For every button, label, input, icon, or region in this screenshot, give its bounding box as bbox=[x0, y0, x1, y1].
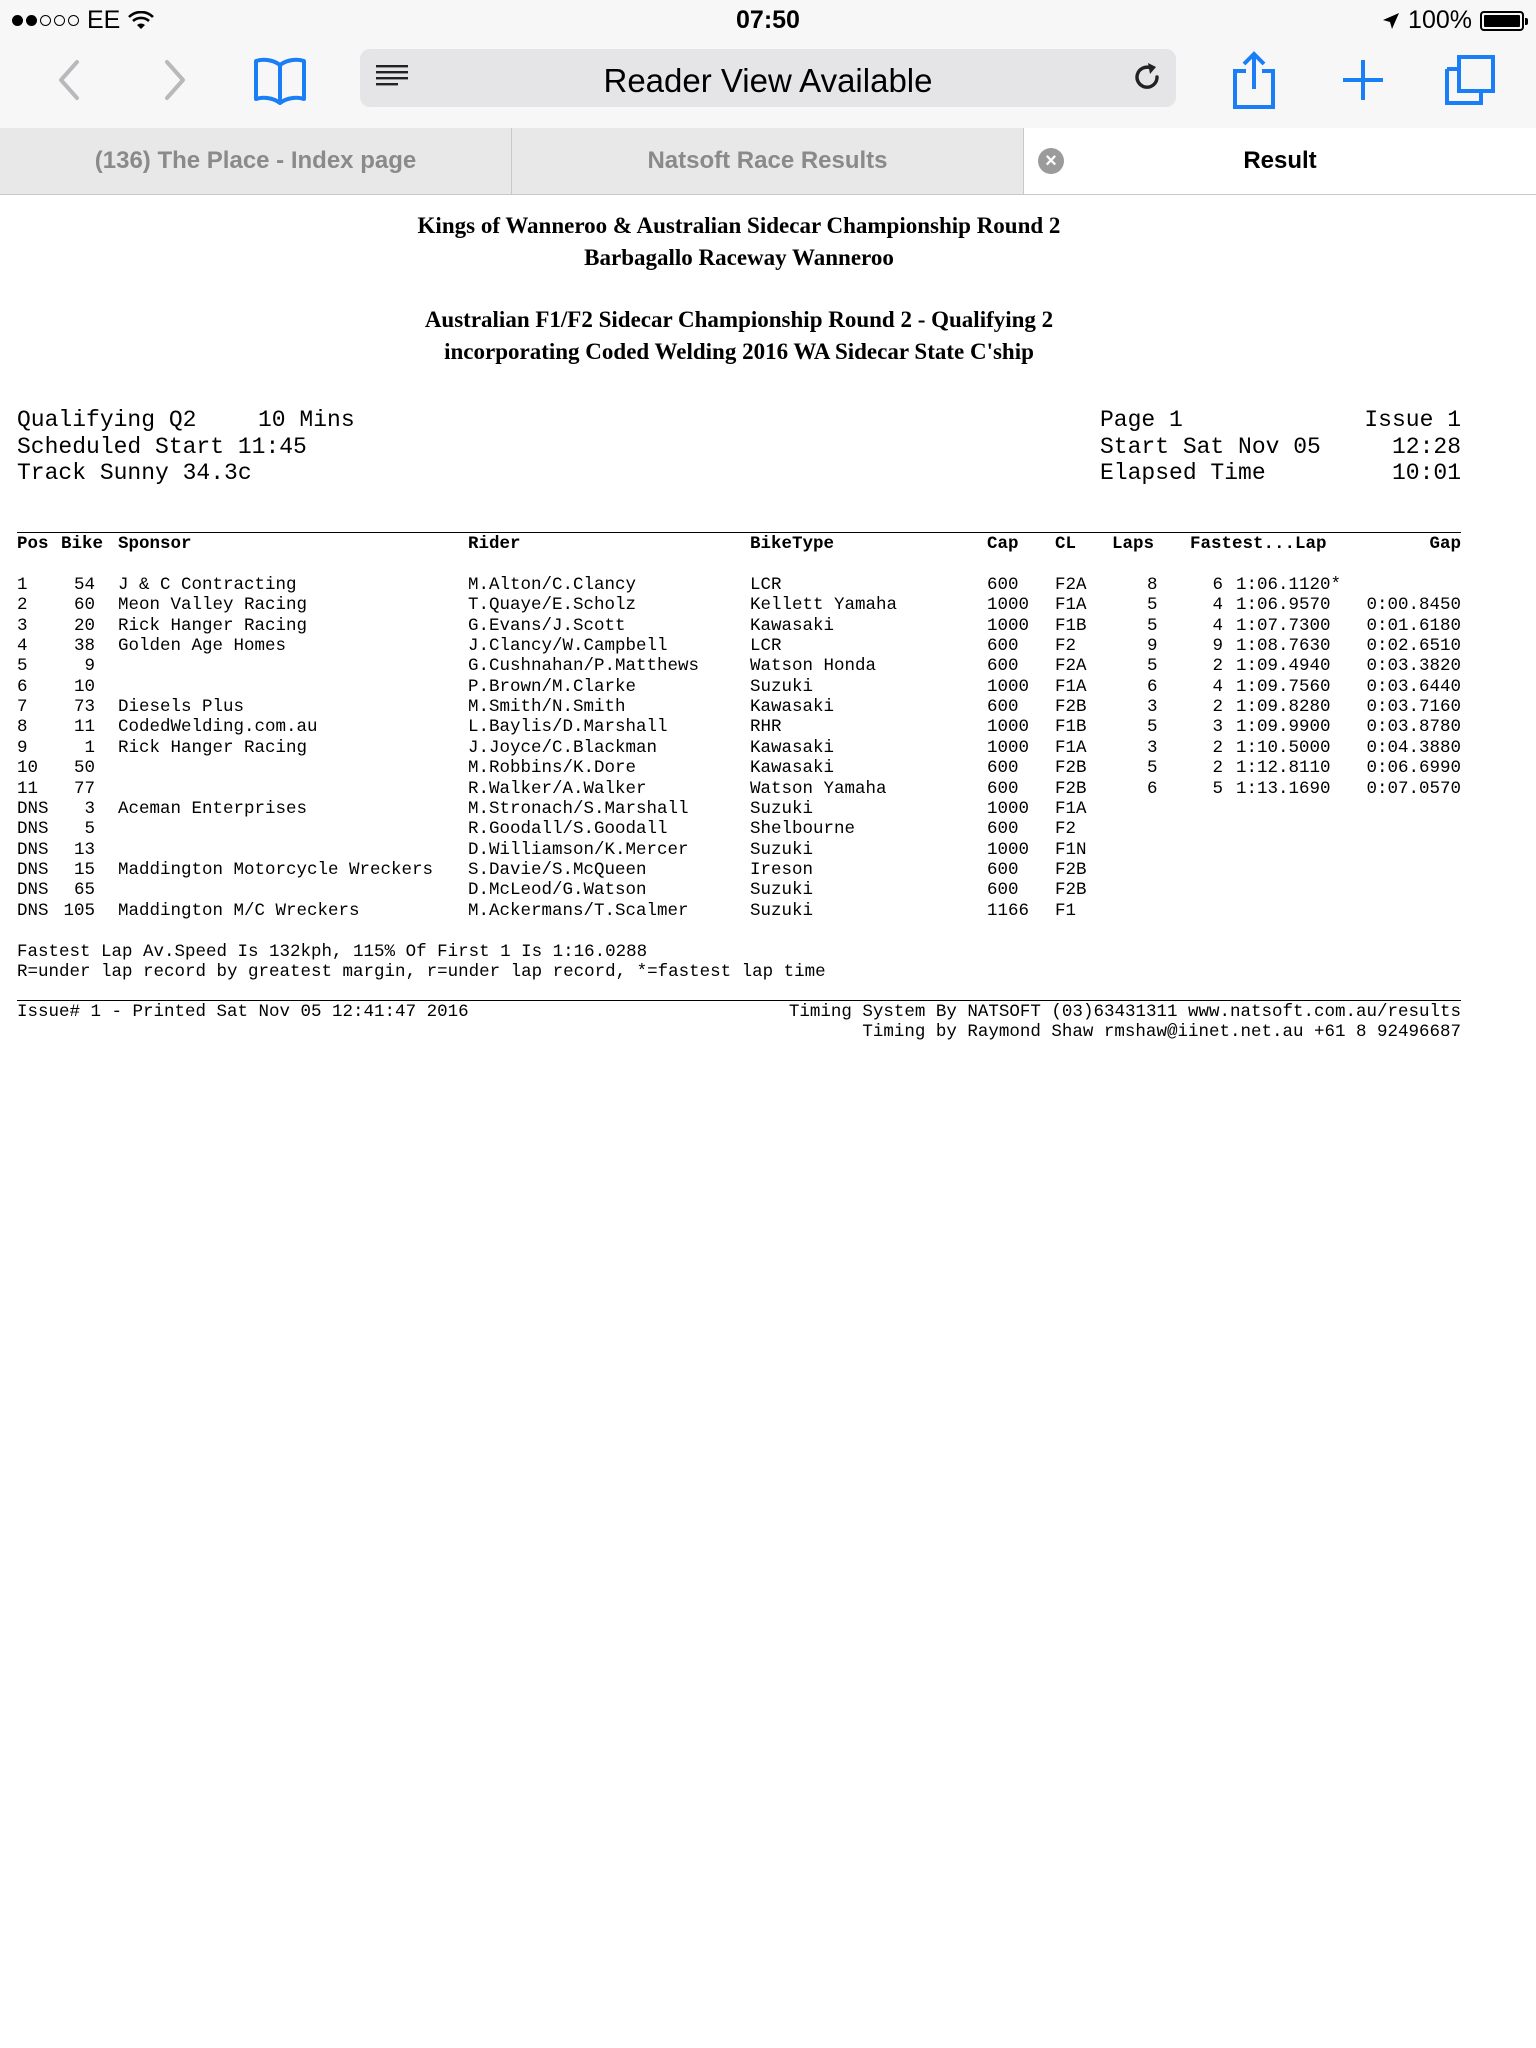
back-button[interactable] bbox=[38, 48, 102, 112]
bookmarks-button[interactable] bbox=[248, 48, 312, 112]
pos-cell: DNS bbox=[17, 798, 49, 819]
gap-cell: 0:03.3820 bbox=[1366, 656, 1461, 677]
biketype-cell: LCR bbox=[750, 636, 782, 657]
scheduled-start: Scheduled Start 11:45 bbox=[17, 434, 307, 460]
fastest-lap-time-cell: 1:09.7560 bbox=[1236, 676, 1331, 697]
rider-cell: M.Stronach/S.Marshall bbox=[468, 798, 689, 819]
clock: 07:50 bbox=[736, 6, 800, 34]
carrier-label: EE bbox=[87, 6, 121, 34]
biketype-cell: Kawasaki bbox=[750, 758, 835, 779]
class-cell: F2B bbox=[1055, 859, 1087, 880]
bike-cell: 105 bbox=[63, 900, 95, 921]
pos-cell: 4 bbox=[17, 636, 28, 657]
biketype-cell: Suzuki bbox=[750, 900, 814, 921]
rider-cell: D.Williamson/K.Mercer bbox=[468, 839, 689, 860]
cap-cell: 600 bbox=[987, 880, 1019, 901]
session-duration: 10 Mins bbox=[258, 407, 355, 433]
reload-icon[interactable] bbox=[1130, 60, 1164, 94]
fastest-lap-number-cell: 4 bbox=[1212, 595, 1223, 616]
bike-cell: 15 bbox=[73, 859, 95, 880]
fastest-lap-time-cell: 1:10.5000 bbox=[1236, 737, 1331, 758]
rider-cell: M.Smith/N.Smith bbox=[468, 697, 626, 718]
legend-note: R=under lap record by greatest margin, r=under lap record, *=fastest lap time bbox=[17, 962, 826, 982]
biketype-cell: Kellett Yamaha bbox=[750, 595, 898, 616]
class-cell: F2A bbox=[1055, 656, 1087, 677]
sponsor-cell: Maddington Motorcycle Wreckers bbox=[118, 859, 434, 880]
close-tab-icon[interactable]: × bbox=[1038, 148, 1064, 174]
biketype-cell: Kawasaki bbox=[750, 615, 835, 636]
gap-cell: 0:03.6440 bbox=[1366, 676, 1461, 697]
gap-cell: 0:04.3880 bbox=[1366, 737, 1461, 758]
fastest-lap-number-cell: 5 bbox=[1212, 778, 1223, 799]
sponsor-cell: Aceman Enterprises bbox=[118, 798, 308, 819]
tab-label: (136) The Place - Index page bbox=[94, 147, 417, 174]
cap-cell: 600 bbox=[987, 758, 1019, 779]
rider-cell: D.McLeod/G.Watson bbox=[468, 880, 647, 901]
pos-cell: 5 bbox=[17, 656, 28, 677]
new-tab-icon bbox=[1339, 56, 1387, 104]
cap-cell: 600 bbox=[987, 778, 1019, 799]
sponsor-cell: Maddington M/C Wreckers bbox=[118, 900, 360, 921]
sponsor-cell: Diesels Plus bbox=[118, 697, 245, 718]
fastest-lap-time-cell: 1:06.1120* bbox=[1236, 575, 1342, 595]
pos-cell: 3 bbox=[17, 615, 28, 636]
report-subtitle-2: incorporating Coded Welding 2016 WA Sidecar State C'ship bbox=[444, 339, 1034, 364]
biketype-cell: RHR bbox=[750, 717, 782, 738]
laps-cell: 9 bbox=[1147, 636, 1158, 657]
battery-percent: 100% bbox=[1408, 6, 1472, 34]
pos-cell: 6 bbox=[17, 676, 28, 697]
sponsor-cell: Rick Hanger Racing bbox=[118, 737, 308, 758]
forward-button[interactable] bbox=[142, 48, 206, 112]
class-cell: F2B bbox=[1055, 758, 1087, 779]
class-cell: F2A bbox=[1055, 575, 1087, 595]
cap-cell: 600 bbox=[987, 819, 1019, 840]
rider-cell: G.Evans/J.Scott bbox=[468, 615, 626, 636]
rider-cell: R.Walker/A.Walker bbox=[468, 778, 647, 799]
fastest-lap-number-cell: 4 bbox=[1212, 615, 1223, 636]
biketype-cell: Suzuki bbox=[750, 676, 814, 697]
sponsor-cell: Golden Age Homes bbox=[118, 636, 287, 657]
laps-cell: 5 bbox=[1147, 615, 1158, 636]
pos-cell: DNS bbox=[17, 900, 49, 921]
tab-natsoft-race-results[interactable] bbox=[512, 128, 1024, 194]
cap-cell: 1000 bbox=[987, 839, 1030, 860]
class-cell: F2B bbox=[1055, 697, 1087, 718]
battery-icon bbox=[1480, 11, 1524, 31]
laps-cell: 8 bbox=[1147, 575, 1158, 595]
tabs-icon bbox=[1443, 53, 1497, 107]
browser-toolbar bbox=[0, 40, 1536, 128]
session-name: Qualifying Q2 bbox=[17, 407, 197, 433]
bike-cell: 77 bbox=[73, 778, 95, 799]
gap-cell: 0:02.6510 bbox=[1366, 636, 1461, 657]
report-venue: Barbagallo Raceway Wanneroo bbox=[584, 245, 894, 270]
fastest-lap-time-cell: 1:13.1690 bbox=[1236, 778, 1331, 799]
rider-cell: M.Ackermans/T.Scalmer bbox=[468, 900, 689, 921]
forward-icon bbox=[159, 58, 189, 102]
laps-cell: 5 bbox=[1147, 656, 1158, 677]
bike-cell: 65 bbox=[73, 880, 95, 901]
cap-cell: 1000 bbox=[987, 798, 1030, 819]
sponsor-cell: CodedWelding.com.au bbox=[118, 717, 318, 738]
laps-cell: 6 bbox=[1147, 676, 1158, 697]
fastest-lap-time-cell: 1:09.8280 bbox=[1236, 697, 1331, 718]
fastest-lap-time-cell: 1:12.8110 bbox=[1236, 758, 1331, 779]
laps-cell: 3 bbox=[1147, 697, 1158, 718]
biketype-cell: Suzuki bbox=[750, 798, 814, 819]
column-header-gap: Gap bbox=[1429, 534, 1461, 554]
biketype-cell: LCR bbox=[750, 575, 782, 595]
page-number: Page 1 bbox=[1100, 407, 1183, 433]
column-header-fastest: Fastest...Lap bbox=[1190, 534, 1327, 554]
fastest-lap-number-cell: 2 bbox=[1212, 697, 1223, 718]
pos-cell: DNS bbox=[17, 859, 49, 880]
biketype-cell: Suzuki bbox=[750, 839, 814, 860]
biketype-cell: Suzuki bbox=[750, 880, 814, 901]
timing-system-info: Timing System By NATSOFT (03)63431311 www.natsoft.com.au/results bbox=[788, 1002, 1461, 1022]
pos-cell: DNS bbox=[17, 819, 49, 840]
biketype-cell: Ireson bbox=[750, 859, 814, 880]
fastest-lap-number-cell: 2 bbox=[1212, 758, 1223, 779]
bike-cell: 1 bbox=[84, 737, 95, 758]
fastest-lap-time-cell: 1:07.7300 bbox=[1236, 615, 1331, 636]
cap-cell: 1000 bbox=[987, 737, 1030, 758]
class-cell: F2B bbox=[1055, 880, 1087, 901]
column-header-pos: Pos bbox=[17, 534, 49, 554]
pos-cell: 1 bbox=[17, 575, 28, 595]
elapsed-label: Elapsed Time bbox=[1100, 460, 1266, 486]
column-header-cl: CL bbox=[1055, 534, 1077, 554]
cap-cell: 600 bbox=[987, 636, 1019, 657]
rider-cell: J.Clancy/W.Campbell bbox=[468, 636, 668, 657]
report-subtitle: Australian F1/F2 Sidecar Championship Round 2 - Qualifying 2 bbox=[424, 307, 1054, 332]
bike-cell: 50 bbox=[73, 758, 95, 779]
address-title: Reader View Available bbox=[603, 62, 933, 99]
gap-cell: 0:06.6990 bbox=[1366, 758, 1461, 779]
cap-cell: 600 bbox=[987, 656, 1019, 677]
tabs-button[interactable] bbox=[1438, 48, 1502, 112]
pos-cell: 10 bbox=[17, 758, 39, 779]
fastest-lap-time-cell: 1:08.7630 bbox=[1236, 636, 1331, 657]
back-icon bbox=[55, 58, 85, 102]
laps-cell: 5 bbox=[1147, 717, 1158, 738]
gap-cell: 0:00.8450 bbox=[1366, 595, 1461, 616]
sponsor-cell: J & C Contracting bbox=[118, 575, 297, 595]
tab-result[interactable] bbox=[1024, 128, 1536, 194]
column-header-laps: Laps bbox=[1112, 534, 1155, 554]
fastest-lap-time-cell: 1:06.9570 bbox=[1236, 595, 1331, 616]
fastest-lap-number-cell: 3 bbox=[1212, 717, 1223, 738]
gap-cell: 0:03.8780 bbox=[1366, 717, 1461, 738]
bike-cell: 60 bbox=[73, 595, 95, 616]
fastest-lap-time-cell: 1:09.9900 bbox=[1236, 717, 1331, 738]
cap-cell: 600 bbox=[987, 697, 1019, 718]
bike-cell: 73 bbox=[73, 697, 95, 718]
tab-bar bbox=[0, 128, 1536, 195]
sponsor-cell: Rick Hanger Racing bbox=[118, 615, 308, 636]
cap-cell: 1000 bbox=[987, 615, 1030, 636]
divider bbox=[17, 532, 1461, 533]
rider-cell: M.Robbins/K.Dore bbox=[468, 758, 637, 779]
class-cell: F2 bbox=[1055, 636, 1077, 657]
pos-cell: 9 bbox=[17, 737, 28, 758]
share-button[interactable] bbox=[1222, 48, 1286, 112]
pos-cell: 8 bbox=[17, 717, 28, 738]
bike-cell: 3 bbox=[84, 798, 95, 819]
biketype-cell: Kawasaki bbox=[750, 737, 835, 758]
laps-cell: 6 bbox=[1147, 778, 1158, 799]
class-cell: F1 bbox=[1055, 900, 1077, 921]
fastest-lap-number-cell: 9 bbox=[1212, 636, 1223, 657]
biketype-cell: Watson Honda bbox=[750, 656, 877, 677]
cap-cell: 1000 bbox=[987, 595, 1030, 616]
pos-cell: DNS bbox=[17, 839, 49, 860]
cap-cell: 1000 bbox=[987, 717, 1030, 738]
address-bar[interactable] bbox=[360, 49, 1176, 107]
gap-cell: 0:07.0570 bbox=[1366, 778, 1461, 799]
bike-cell: 54 bbox=[73, 575, 95, 595]
cap-cell: 600 bbox=[987, 859, 1019, 880]
rider-cell: T.Quaye/E.Scholz bbox=[468, 595, 637, 616]
tab-label: Natsoft Race Results bbox=[647, 147, 888, 174]
status-bar bbox=[0, 0, 1536, 40]
fastest-lap-number-cell: 2 bbox=[1212, 656, 1223, 677]
rider-cell: G.Cushnahan/P.Matthews bbox=[468, 656, 700, 677]
sponsor-cell: Meon Valley Racing bbox=[118, 595, 308, 616]
bike-cell: 11 bbox=[73, 717, 95, 738]
rider-cell: R.Goodall/S.Goodall bbox=[468, 819, 668, 840]
column-header-rider: Rider bbox=[468, 534, 521, 554]
fastest-lap-number-cell: 2 bbox=[1212, 737, 1223, 758]
fastest-lap-number-cell: 4 bbox=[1212, 676, 1223, 697]
status-right bbox=[1382, 6, 1524, 35]
laps-cell: 3 bbox=[1147, 737, 1158, 758]
column-header-sponsor: Sponsor bbox=[118, 534, 192, 554]
start-time: 12:28 bbox=[1391, 434, 1461, 460]
elapsed-time: 10:01 bbox=[1391, 460, 1461, 486]
bike-cell: 38 bbox=[73, 636, 95, 657]
bookmarks-icon bbox=[252, 55, 308, 105]
column-header-biketype: BikeType bbox=[750, 534, 835, 554]
bike-cell: 9 bbox=[84, 656, 95, 677]
rider-cell: S.Davie/S.McQueen bbox=[468, 859, 647, 880]
class-cell: F1B bbox=[1055, 615, 1087, 636]
bike-cell: 13 bbox=[73, 839, 95, 860]
issue-number: Issue 1 bbox=[1364, 407, 1461, 433]
class-cell: F1N bbox=[1055, 839, 1087, 860]
bike-cell: 5 bbox=[84, 819, 95, 840]
location-arrow-icon bbox=[1382, 12, 1400, 30]
rider-cell: L.Baylis/D.Marshall bbox=[468, 717, 668, 738]
track-conditions: Track Sunny 34.3c bbox=[17, 460, 252, 486]
fastest-lap-note: Fastest Lap Av.Speed Is 132kph, 115% Of First 1 Is 1:16.0288 bbox=[17, 942, 648, 962]
rider-cell: J.Joyce/C.Blackman bbox=[468, 737, 658, 758]
new-tab-button[interactable] bbox=[1331, 48, 1395, 112]
class-cell: F2B bbox=[1055, 778, 1087, 799]
fastest-lap-time-cell: 1:09.4940 bbox=[1236, 656, 1331, 677]
printed-info: Issue# 1 - Printed Sat Nov 05 12:41:47 2016 bbox=[17, 1002, 469, 1022]
pos-cell: DNS bbox=[17, 880, 49, 901]
gap-cell: 0:01.6180 bbox=[1366, 615, 1461, 636]
rider-cell: M.Alton/C.Clancy bbox=[468, 575, 637, 595]
pos-cell: 2 bbox=[17, 595, 28, 616]
class-cell: F1B bbox=[1055, 717, 1087, 738]
laps-cell: 5 bbox=[1147, 758, 1158, 779]
cap-cell: 600 bbox=[987, 575, 1019, 595]
timing-by-info: Timing by Raymond Shaw rmshaw@iinet.net.au +61 8 92496687 bbox=[862, 1022, 1461, 1042]
column-header-cap: Cap bbox=[987, 534, 1019, 554]
report-title: Kings of Wanneroo & Australian Sidecar Championship Round 2 bbox=[417, 213, 1061, 238]
gap-cell: 0:03.7160 bbox=[1366, 697, 1461, 718]
pos-cell: 7 bbox=[17, 697, 28, 718]
cap-cell: 1000 bbox=[987, 676, 1030, 697]
class-cell: F1A bbox=[1055, 676, 1087, 697]
class-cell: F2 bbox=[1055, 819, 1077, 840]
start-date: Start Sat Nov 05 bbox=[1100, 434, 1321, 460]
tab-label: Result bbox=[1243, 147, 1317, 174]
bike-cell: 20 bbox=[73, 615, 95, 636]
class-cell: F1A bbox=[1055, 798, 1087, 819]
column-header-bike: Bike bbox=[61, 534, 104, 554]
cap-cell: 1166 bbox=[987, 900, 1030, 921]
laps-cell: 5 bbox=[1147, 595, 1158, 616]
class-cell: F1A bbox=[1055, 595, 1087, 616]
biketype-cell: Shelbourne bbox=[750, 819, 856, 840]
biketype-cell: Kawasaki bbox=[750, 697, 835, 718]
bike-cell: 10 bbox=[73, 676, 95, 697]
share-icon bbox=[1231, 51, 1277, 109]
rider-cell: P.Brown/M.Clarke bbox=[468, 676, 637, 697]
divider bbox=[17, 1000, 1461, 1001]
tab-the-place[interactable] bbox=[0, 128, 512, 194]
biketype-cell: Watson Yamaha bbox=[750, 778, 887, 799]
pos-cell: 11 bbox=[17, 778, 39, 799]
fastest-lap-number-cell: 6 bbox=[1212, 575, 1223, 595]
class-cell: F1A bbox=[1055, 737, 1087, 758]
